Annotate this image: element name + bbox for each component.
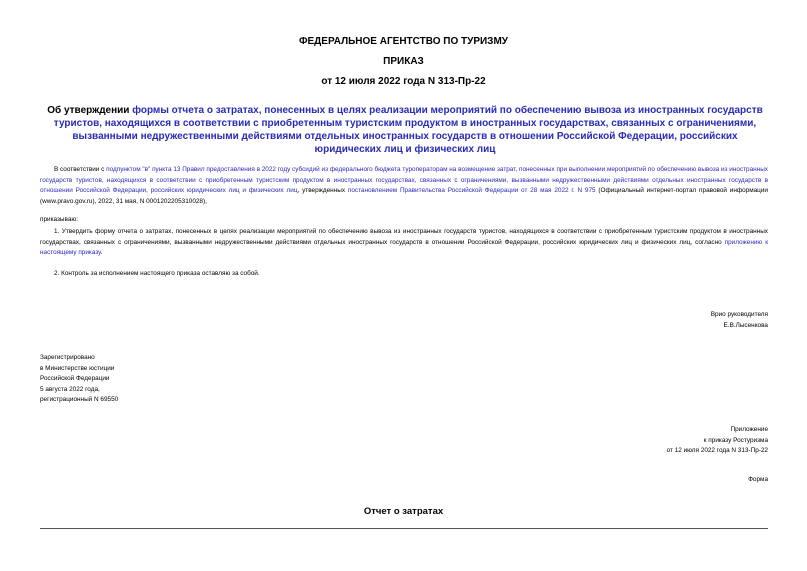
registration-block: [40, 353, 118, 406]
order-item-1: [40, 227, 768, 259]
preamble-middle: , утвержденных: [297, 187, 348, 194]
registration-line: 5 августа 2022 года,: [40, 385, 100, 393]
registration-line: в Министерстве юстиции: [40, 364, 115, 372]
appendix-link[interactable]: приложению к настоящему приказу: [40, 238, 768, 256]
document-type: ПРИКАЗ: [383, 56, 424, 67]
preamble-prefix: В соответствии с: [54, 166, 107, 173]
signatory-position: Врио руководителя: [710, 311, 768, 318]
agency-name: ФЕДЕРАЛЬНОЕ АГЕНТСТВО ПО ТУРИЗМУ: [298, 36, 509, 47]
divider: [40, 528, 768, 529]
appendix-line: к приказу Ростуризма: [703, 436, 768, 444]
appendix-header: [667, 425, 768, 457]
subject-prefix: Об утверждении: [47, 105, 133, 116]
registration-line: Российской Федерации: [40, 375, 110, 382]
item-1-end: .: [100, 249, 103, 256]
signature-block: [711, 310, 768, 331]
form-label: Форма: [748, 476, 768, 483]
report-title: Отчет о затратах: [363, 506, 444, 517]
rules-subparagraph-link[interactable]: подпунктом "в" пункта 13 Правил предоставления в 2022 году субсидий из федерального бюджета туроператорам на возмещение затрат, понесенных при выполнении мероприятий по обеспечению вывоза из иностранных государств туристов, находящихся в соответствии с приобретенным туристским продуктом в иностранных государствах, связанных с ограничениями, вызванными недружественными действиями отдельных иностранных государств в отношении Российской Федерации, российских юридических лиц и физических лиц: [40, 166, 769, 194]
item-1-text: 1. Утвердить форму отчета о затратах, понесенных в целях реализации мероприятий по обеспечению вывоза из иностранных государств туристов, находящихся в соответствии с приобретенным туристским продуктом в иностранных государствах, связанных с ограничениями, вызванными недружественными действиями отдельных иностранных государств в отношении Российской Федерации, российских юридических лиц и физических лиц, согласно: [40, 228, 768, 246]
subject-form-link[interactable]: формы отчета о затратах, понесенных в целях реализации мероприятий по обеспечению вывоза из иностранных государств туристов, находящихся в соответствии с приобретенным туристским продуктом в иностранных государствах, связанных с ограничениями, вызванными недружественными действиями отдельных иностранных государств в отношении Российской Федерации, российских юридических лиц и физических лиц: [53, 105, 763, 155]
document-date-number: от 12 июля 2022 года N 313-Пр-22: [321, 76, 486, 87]
appendix-line: от 12 июля 2022 года N 313-Пр-22: [666, 447, 768, 454]
signatory-name: Е.В.Лысенкова: [723, 321, 768, 329]
appendix-line: Приложение: [730, 426, 768, 433]
registration-line: Зарегистрировано: [40, 354, 95, 361]
preamble-paragraph: [40, 165, 768, 207]
registration-line: регистрационный N 69550: [40, 396, 119, 403]
document-subject: [40, 104, 770, 156]
order-word: приказываю:: [40, 216, 78, 223]
order-item-2: 2. Контроль за исполнением настоящего приказа оставляю за собой.: [54, 270, 260, 277]
government-decree-link[interactable]: постановлением Правительства Российской Федерации от 28 мая 2022 г. N 975: [347, 187, 596, 194]
preamble-suffix: (Официальный интернет-портал правовой информации (www.pravo.gov.ru), 2022, 31 мая, N 0001202205310028),: [40, 187, 768, 205]
